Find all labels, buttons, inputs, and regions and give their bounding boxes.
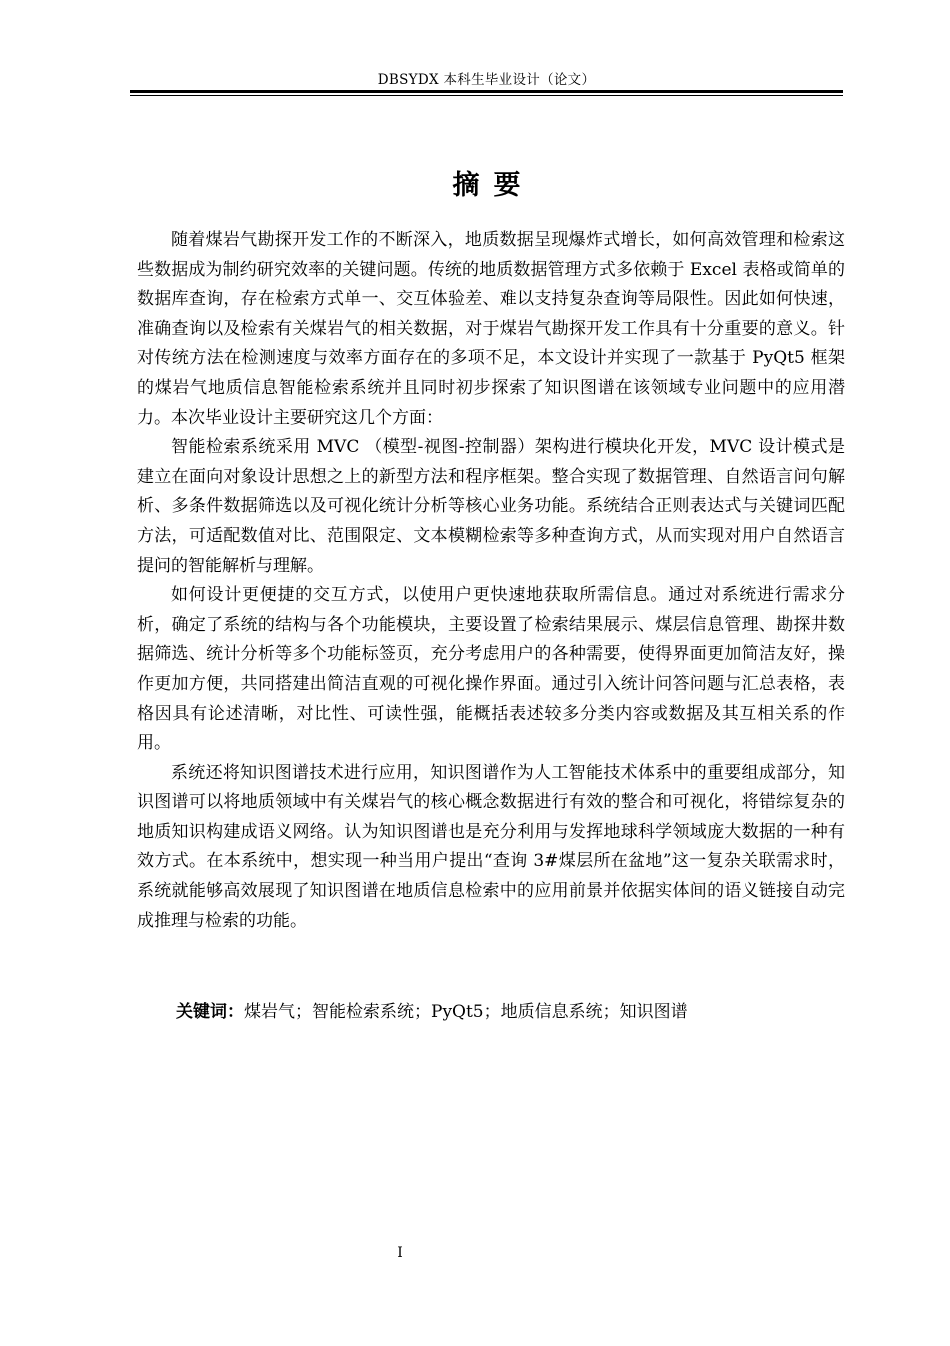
abstract-paragraph-1: 随着煤岩气勘探开发工作的不断深入，地质数据呈现爆炸式增长，如何高效管理和检索这些数据成为制约研究效率的关键问题。传统的地质数据管理方式多依赖于 Excel 表格或简单的数据库查询，存在检索方式单一、交互体验差、难以支持复杂查询等局限性。因此如何快速，准确查询以及检索有关煤岩气的相关数据，对于煤岩气勘探开发工作具有十分重要的意义。针对传统方法在检测速度与效率方面存在的多项不足，本文设计并实现了一款基于 PyQt5 框架的煤岩气地质信息智能检索系统并且同时初步探索了知识图谱在该领域专业问题中的应用潜力。本次毕业设计主要研究这几个方面： [137, 230, 845, 428]
header-rule-thick [130, 90, 843, 93]
header-rule-thin [130, 95, 843, 96]
keyword-separator: ； [602, 1002, 620, 1022]
keywords-label: 关键词： [176, 1002, 244, 1022]
page-header: DBSYDX 本科生毕业设计（论文） [377, 72, 596, 88]
abstract-body [137, 226, 845, 936]
abstract-title: 摘要 [452, 170, 535, 201]
keyword: 地质信息系统 [500, 1002, 603, 1022]
keyword-separator: ； [295, 1002, 312, 1022]
keyword: 智能检索系统 [312, 1002, 414, 1022]
keyword-separator: ； [414, 1002, 431, 1022]
abstract-paragraph-2: 智能检索系统采用 MVC （模型-视图-控制器）架构进行模块化开发，MVC 设计模式是建立在面向对象设计思想之上的新型方法和程序框架。整合实现了数据管理、自然语言问句解析、多条件数据筛选以及可视化统计分析等核心业务功能。系统结合正则表达式与关键词匹配方法，可适配数值对比、范围限定、文本模糊检索等多种查询方式，从而实现对用户自然语言提问的智能解析与理解。 [137, 437, 845, 576]
keyword: 煤岩气 [244, 1002, 295, 1022]
abstract-paragraph-3: 如何设计更便捷的交互方式，以使用户更快速地获取所需信息。通过对系统进行需求分析，确定了系统的结构与各个功能模块，主要设置了检索结果展示、煤层信息管理、勘探井数据筛选、统计分析等多个功能标签页，充分考虑用户的各种需要，使得界面更加简洁友好，操作更加方便，共同搭建出简洁直观的可视化操作界面。通过引入统计问答问题与汇总表格，表格因具有论述清晰，对比性、可读性强，能概括表述较多分类内容或数据及其互相关系的作用。 [137, 585, 845, 754]
abstract-paragraph-4: 系统还将知识图谱技术进行应用，知识图谱作为人工智能技术体系中的重要组成部分，知识图谱可以将地质领域中有关煤岩气的核心概念数据进行有效的整合和可视化，将错综复杂的地质知识构建成语义网络。认为知识图谱也是充分利用与发挥地球科学领域庞大数据的一种有效方式。在本系统中，想实现一种当用户提出“查询 3#煤层所在盆地”这一复杂关联需求时，系统就能够高效展现了知识图谱在地质信息检索中的应用前景并依据实体间的语义链接自动完成推理与检索的功能。 [137, 762, 845, 931]
keyword: 知识图谱 [619, 1002, 688, 1022]
keyword-separator: ； [483, 1002, 501, 1022]
keywords-line [176, 998, 856, 1028]
page-number: I [397, 1245, 403, 1261]
keyword: PyQt5 [431, 1002, 484, 1022]
